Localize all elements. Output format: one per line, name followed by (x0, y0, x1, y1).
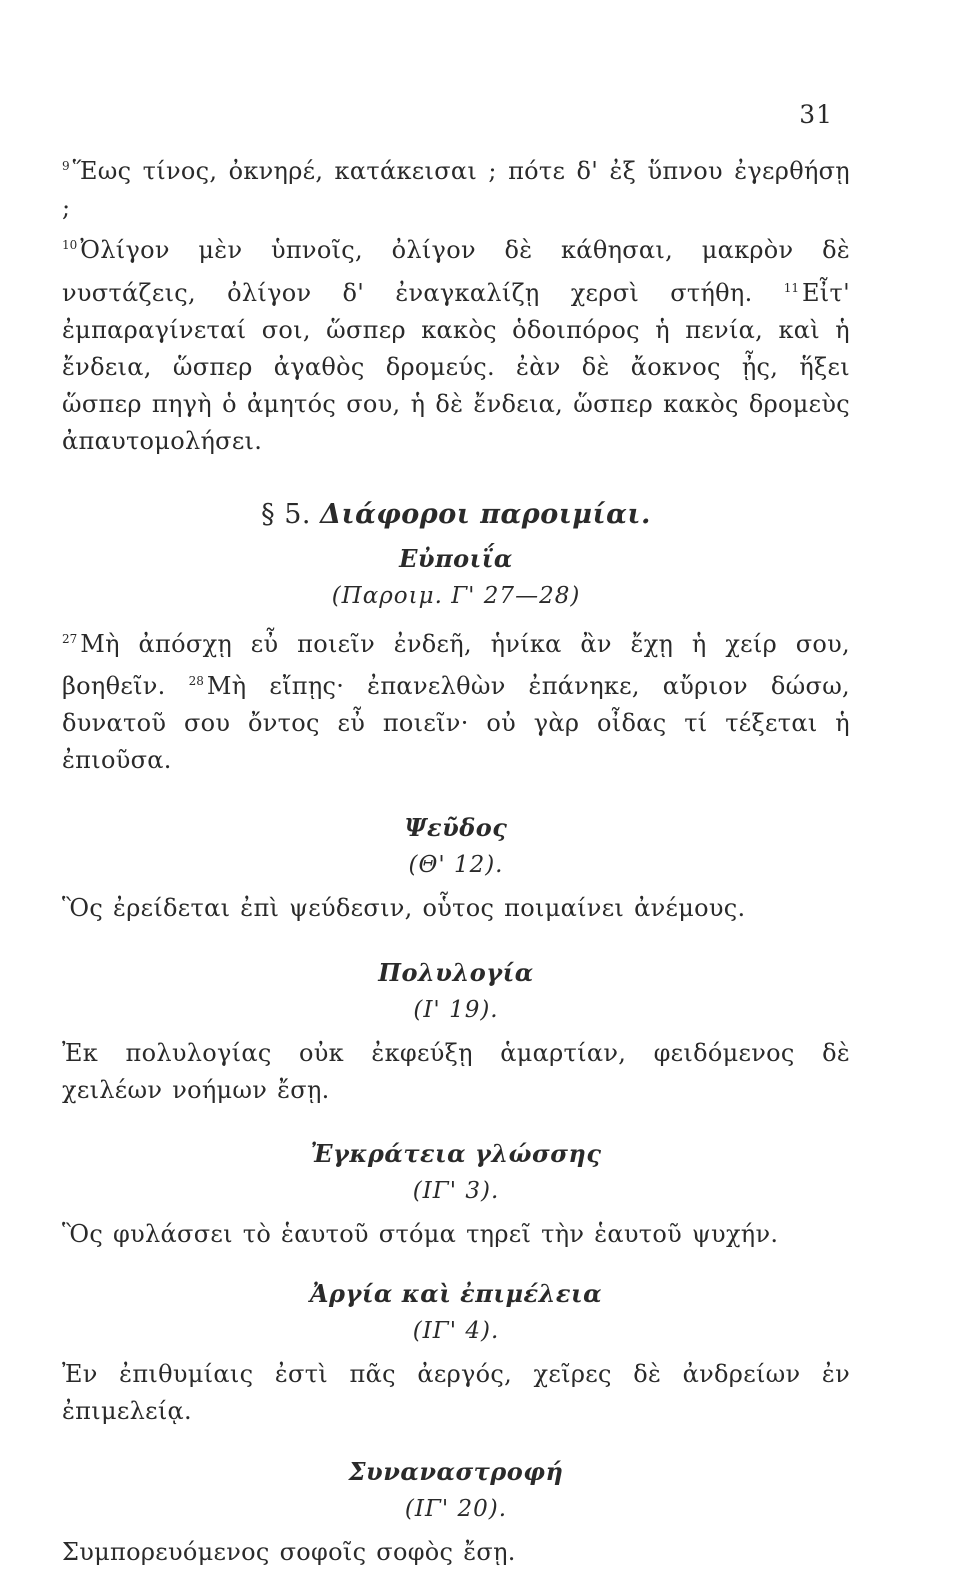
verse-number: 10 (62, 238, 78, 253)
verse-number: 27 (62, 631, 78, 646)
entry-reference: (ΙΓ' 20). (404, 1495, 508, 1522)
entry-text (62, 621, 850, 780)
section-number: § 5. (261, 498, 311, 530)
entry-reference: (ΙΓ' 3). (412, 1178, 500, 1205)
entry-title: Ἀργία καὶ ἐπιμέλεια (309, 1279, 603, 1309)
entry-reference: (ΙΓ' 4). (412, 1318, 500, 1345)
verse-text: Ἕως τίνος, ὀκνηρέ, κατάκεισαι ; πότε δ' ἐξ ὕπνου ἐγερθήσῃ ; (62, 157, 850, 223)
verse-text: Ὀλίγον μὲν ὑπνοῖς, ὀλίγον δὲ κάθησαι, μακρὸν δὲ νυστάζεις, ὀλίγον δ' ἐναγκαλίζῃ χερσὶ στήθη. (62, 236, 850, 307)
section-title: Διάφοροι παροιμίαι. (320, 498, 651, 530)
entry-reference: (Θ' 12). (408, 852, 504, 879)
verse-text: Μὴ εἴπῃς· ἐπανελθὼν ἐπάνηκε, αὔριον δώσω, δυνατοῦ σου ὄντος εὖ ποιεῖν· οὐ γὰρ οἶδας τί τέξεται ἡ ἐπιοῦσα. (62, 671, 850, 775)
verse-number: 9 (62, 159, 70, 173)
entry-title: Ψεῦδος (404, 813, 508, 843)
verse-number: 11 (783, 280, 799, 295)
opening-paragraph-2 (62, 227, 850, 460)
entry-title: Ἐγκράτεια γλώσσης (310, 1139, 602, 1169)
page-content (62, 148, 850, 1571)
verse-text: Μὴ ἀπόσχῃ εὖ ποιεῖν ἐνδεῆ, ἡνίκα ἂν ἔχῃ ἡ χείρ σου, βοηθεῖν. (62, 629, 850, 700)
entry-title: Εὐποιΐα (399, 543, 513, 573)
entry-title: Πολυλογία (378, 957, 534, 987)
entry-text: Συμπορευόμενος σοφοῖς σοφὸς ἔσῃ. (62, 1537, 516, 1566)
page-number: 31 (799, 100, 833, 129)
entry-text: Ὃς ἐρείδεται ἐπὶ ψεύδεσιν, οὗτος ποιμαίνει ἀνέμους. (62, 894, 746, 923)
entry-text: Ἐκ πολυλογίας οὐκ ἐκφεύξῃ ἁμαρτίαν, φειδόμενος δὲ χειλέων νοήμων ἔσῃ. (62, 1038, 850, 1104)
verse-number: 28 (188, 673, 204, 688)
verse-text: Εἶτ' ἐμπαραγίνεταί σοι, ὥσπερ κακὸς ὁδοιπόρος ἡ πενία, καὶ ἡ ἔνδεια, ὥσπερ ἀγαθὸς δρομεύς. ἐὰν δὲ ἄοκνος ᾖς, ἥξει ὥσπερ πηγὴ ὁ ἀμητός σου, ἡ δὲ ἔνδεια, ὥσπερ κακὸς δρομεὺς ἀπαυτομολήσει. (62, 278, 850, 456)
entry-text: Ἐν ἐπιθυμίαις ἐστὶ πᾶς ἀεργός, χεῖρες δὲ ἀνδρείων ἐν ἐπιμελείᾳ. (62, 1360, 850, 1426)
section-heading (62, 499, 850, 530)
opening-paragraph-1 (62, 148, 850, 227)
entry-reference: (Ι' 19). (413, 996, 499, 1023)
entry-title: Συναναστροφή (348, 1456, 564, 1486)
entry-reference: (Παροιμ. Γ' 27—28) (331, 582, 581, 609)
entry-text: Ὃς φυλάσσει τὸ ἑαυτοῦ στόμα τηρεῖ τὴν ἑαυτοῦ ψυχήν. (62, 1220, 779, 1249)
